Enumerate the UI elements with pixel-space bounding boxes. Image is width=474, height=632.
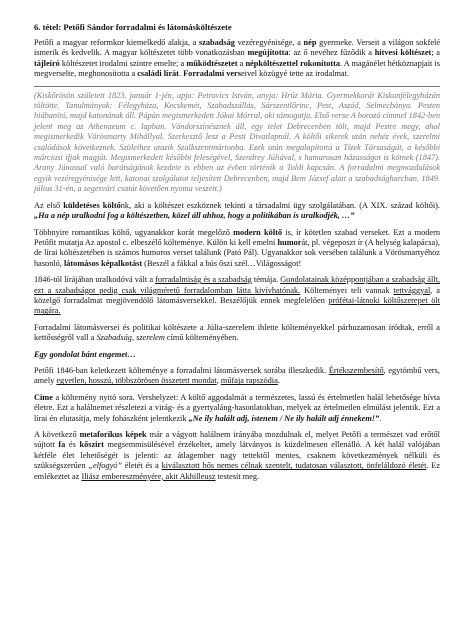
text: életét és a — [122, 461, 162, 471]
text: Petőfi 1846-ban keletkezett költeménye a forradalmi látomásversek sorába illeszkedik. — [34, 365, 329, 375]
bold-term: látomásos képalkotást — [63, 258, 143, 268]
underlined-term: Iliász embereszményére, akit Akhilleusz — [81, 471, 216, 481]
quote: „Ha a nép uralkodni fog a költészetben, közel áll ahhoz, hogy a politikában is uralkodjék, …” — [34, 211, 355, 221]
section-subheading: Egy gondolat bánt engemet… — [34, 349, 136, 359]
text: témája. — [251, 275, 281, 285]
bold-term: szabadság — [198, 38, 235, 47]
text: . A magánélet hétköznapjait is megverselte, meghonosította a — [34, 58, 440, 79]
text: gyermeke. Verseit a világon sokfelé ismerik és kedvelik. A magyar költészetet több vonatkozásban — [34, 38, 440, 58]
bold-term: működtészetet — [186, 58, 238, 68]
underlined-term: egyetlen, hosszú, többszörösen összetett mondat — [56, 376, 217, 386]
text: is, ír kötetlen szabad verseket. Ezt a modern Petőfit mutatja Az apostol c. elbeszélő költeménye. Külön ki kell emelni — [34, 227, 440, 247]
page-title: 6. tétel: Petőfi Sándor forradalmi és látomásköltészete — [34, 22, 232, 32]
text: a — [237, 58, 246, 68]
text: 1846-tól lírájában uralkodóvá vált a — [34, 275, 156, 285]
text: : az ő nevéhez fűződik a — [288, 48, 375, 58]
text: nk, aki a költészet eszköznek tekinti a társadalmi ügy szolgálatában. (A XIX. század költői). — [120, 200, 440, 210]
underlined-term: műfaja rapszódia — [220, 376, 278, 386]
text: . — [379, 413, 382, 423]
quote: „Ne ily halált adj, istenem / Ne ily halált adj énnekem!” — [188, 413, 380, 423]
bold-term: tájleíró — [34, 58, 60, 68]
text: ; a — [431, 48, 440, 58]
paragraph-revolution — [34, 275, 440, 317]
bold-term: modern költő — [233, 227, 283, 237]
text: (Beszél a fákkal a bús őszi szél…Világosságot! — [142, 258, 302, 268]
bold-term: Forradalmi vers — [183, 69, 241, 79]
text: költészetet irodalmi szintre emelte; a — [59, 58, 187, 68]
paragraph-metaphors — [34, 430, 440, 482]
bold-term: Cime — [34, 392, 53, 402]
bold-term: népköltészettel rokonította — [245, 58, 341, 68]
text: , a közelgő forradalmat megjövendölő látomásversekkel. Beszélőjük ennek megfelelően — [34, 285, 440, 305]
bold-term: humor — [277, 237, 302, 247]
underlined-term: prófétai-látnoki költőszerepet ölt magára. — [34, 295, 440, 316]
paragraph-intro — [34, 38, 440, 80]
text: a költemény nyitó sora. Vershelyzet: A költő aggodalmát a természetes, lassú és értelmetlen halál lehetősége hívta életre. Ezt a halálnemet részletezi a virág- és a gyertyaláng-hasonlatokban, melyek az értelmetlen elmúlást jelentik. Ezt a lírai én elutasítja, mely fohászként jelentkezik — [34, 392, 440, 423]
bold-term: küldetéses költő — [63, 200, 121, 210]
text: Petőfi a magyar reformkor kiemelkedő alakja, a — [34, 38, 199, 47]
bold-term: megújította — [247, 48, 289, 58]
text: . — [277, 376, 280, 386]
bold-term: hitvesi költészet — [374, 48, 432, 58]
paragraph-title-analysis — [34, 393, 440, 424]
text: . — [178, 69, 184, 79]
text: már a vágyott halálnem irányába mozdulnak el, melyet Petőfi a természet vad erőtől sújtott — [34, 430, 440, 450]
bold-term: fa — [58, 440, 66, 450]
text: megsemmisülésével érzékeltet, amely látványos is küzdelmesen ellenálló. A két halál valójában kétféle élet lehetőségét is jelenti: az átlagember nagy tettektől mentes, csaknem következmények nélküli és szükségszerűen — [34, 440, 440, 471]
paragraph-romantic — [34, 228, 440, 270]
paragraph-poem-intro — [34, 366, 440, 387]
underlined-term: Gondolatainak középpontjában a szabadság állt, ezt a szabadságot pedig csak világméretű forradalomban látta kivívhatónak. — [34, 275, 440, 295]
text: Forradalmi látomásversei és politikai költészete a Júlia-szerelem ihlette költeményekkel párhuzamosan íródtak, erről a kettősségről vall a — [34, 322, 440, 343]
text: át, pl. végeposzt ír (A helység kalapácsa), de lírai költészetében is számos humoros verset találunk (Pató Pál). Ugyanakkor sok versében találunk a Vörösmartyéhoz hasonló, — [34, 237, 440, 268]
underlined-term: kiválasztott hős nemes célnak szentelt, tudatosan választott, önfeláldozó életét — [161, 461, 427, 471]
bold-term: nép — [303, 38, 317, 47]
poem-title: Szabadság, szerelem — [96, 333, 165, 343]
underlined-term: forradalmiság és a szabadság — [155, 275, 252, 285]
text: Költeményei teli vannak — [300, 285, 394, 295]
text: eivel közügyé tette az irodalmat. — [240, 69, 349, 79]
quote: „elfogyó” — [88, 461, 123, 471]
text: Az első — [34, 200, 64, 210]
text: A következő — [34, 430, 80, 439]
text: és — [65, 440, 80, 450]
bold-term: kőszirt — [79, 440, 104, 450]
text: vezéregyénisége, a — [234, 38, 304, 47]
bold-term: családi lírát — [137, 69, 179, 79]
bold-term: metaforikus képek — [79, 430, 147, 439]
text: Többnyire romantikus költő, ugyanakkor korát megelőző — [34, 227, 234, 237]
text: . Ez emlékeztet az — [34, 461, 440, 481]
biography-block: (Kiskőrösön született 1823. január 1-jén, apja: Petrovics István, anyja: Hrúz Mária. Gyermekkorát Kiskunfélegyházán töltötte. Tanulmányok: Félegyháza, Kecskemét, Szabadszállás, Sárszentlőrinc, Pest, Aszód, Selmecbánya. Pesten hiábanító, majd katonának áll. Pápán megismerkedett Jókai Mórral, aki támogatja. Első verse A borozó címmel 1842-ben jelent meg az Athenaeum c. lapban. Vándorszínésznek áll, egy telet Debrecenben tölt, majd Pestre megy, ahol megismerkedik Vörösmarty Mihállyal. Szerkesztő lesz a Pesti Divatlapnál. A költői sikerek után nehéz évek, szerelmi csalódások következnek. Szüleihez utazik Szalkszentmártonba. Ezek után megalapította a Tízek Társaságát, a későbbi márciusi ifjak magját. Megismerkedett későbbi feleségével, Szendrey Júliával, s hamarosan házasságot is kötnek (1847). Arany Jánossal való barátságának kezdete is ebben az évben történik a Toldi kapcsán. A forradalmi megmozdulások egyik vezéregyénisége lett, katonai szolgálatot teljesített Debrecenben, majd Bem József alatt a szabadságharcban. 1849. július 31-én, a segesvári csatát követően nyoma veszett.) — [34, 86, 440, 195]
paragraph-mission — [34, 201, 440, 222]
underlined-term: tettvággyal — [393, 285, 431, 295]
text: , egytömbű vers, amely — [34, 365, 440, 386]
text: testesít meg. — [215, 471, 260, 481]
paragraph-julia — [34, 323, 440, 344]
text: című költeményében. — [164, 333, 239, 343]
underlined-term: Értékszembesítő — [328, 365, 384, 375]
text: , — [216, 376, 221, 386]
